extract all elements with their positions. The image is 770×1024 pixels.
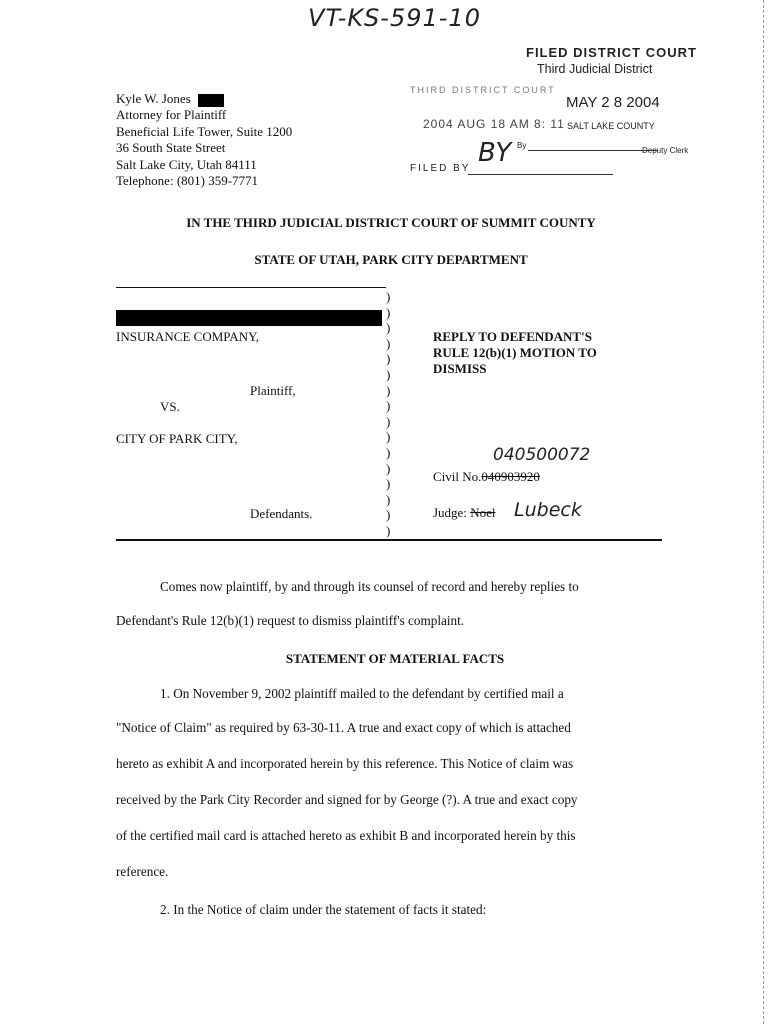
- filed-by-line: [468, 174, 613, 175]
- civil-number-handwritten: 040500072: [493, 445, 591, 465]
- section-title: STATEMENT OF MATERIAL FACTS: [285, 651, 505, 666]
- attorney-role: Attorney for Plaintiff: [116, 107, 227, 123]
- handwritten-case-number: VT-KS-591-10: [308, 4, 481, 32]
- redaction-bar: [198, 94, 224, 107]
- versus-label: VS.: [160, 399, 180, 414]
- attorney-address2: 36 South State Street: [116, 140, 226, 156]
- para1-line-5: of the certified mail card is attached hereto as exhibit B and incorporated herein by this: [116, 828, 576, 843]
- intro-line-2: Defendant's Rule 12(b)(1) request to dismiss plaintiff's complaint.: [116, 613, 465, 628]
- document-title-3: DISMISS: [433, 361, 487, 376]
- deputy-clerk-label: Deputy Clerk: [642, 146, 689, 155]
- third-district-stamp: THIRD DISTRICT COURT: [410, 85, 556, 95]
- attorney-city: Salt Lake City, Utah 84111: [116, 156, 257, 172]
- para1-line-4: received by the Park City Recorder and signed for by George (?). A true and exact copy: [116, 792, 578, 807]
- filed-county: SALT LAKE COUNTY: [567, 121, 655, 131]
- page-edge-artifact: [762, 0, 764, 1024]
- clerk-initials: BY: [478, 138, 512, 168]
- plaintiff-label: Plaintiff,: [250, 383, 296, 398]
- document-title-1: REPLY TO DEFENDANT'S: [433, 329, 592, 344]
- judge-row: [433, 505, 495, 521]
- court-heading-1: IN THE THIRD JUDICIAL DISTRICT COURT OF SUMMIT COUNTY: [186, 215, 596, 230]
- para1-line-6: reference.: [116, 864, 169, 879]
- filed-stamp-title: FILED DISTRICT COURT: [526, 45, 697, 60]
- attorney-block: [116, 91, 292, 189]
- defendant-name: CITY OF PARK CITY,: [116, 431, 238, 446]
- stamp-by-line: [528, 150, 658, 151]
- para1-line-3: hereto as exhibit A and incorporated herein by this reference. This Notice of claim was: [116, 756, 574, 771]
- para1-line-1: 1. On November 9, 2002 plaintiff mailed to the defendant by certified mail a: [160, 686, 564, 701]
- court-heading-2: STATE OF UTAH, PARK CITY DEPARTMENT: [254, 252, 528, 267]
- caption-parenthesis-column: ) ) ) ) ) ) ) ) ) ) ) ) ) ) ) ): [386, 289, 391, 538]
- intro-line-1: Comes now plaintiff, by and through its counsel of record and hereby replies to: [160, 579, 579, 594]
- judge-struck: Noel: [470, 505, 496, 520]
- caption-top-rule: [116, 287, 386, 288]
- civil-number-row: [433, 469, 540, 485]
- document-title-2: RULE 12(b)(1) MOTION TO: [433, 345, 597, 360]
- civil-label: Civil No.: [433, 469, 482, 484]
- filed-date: MAY 2 8 2004: [566, 94, 660, 111]
- filed-stamp-district: Third Judicial District: [537, 62, 653, 76]
- judge-label: Judge:: [433, 505, 467, 520]
- filed-by-label: FILED BY: [410, 163, 471, 174]
- judge-handwritten: Lubeck: [514, 499, 582, 521]
- defendant-label: Defendants.: [250, 506, 313, 521]
- redaction-bar-plaintiff: [116, 310, 382, 326]
- para1-line-2: "Notice of Claim" as required by 63-30-11. A true and exact copy of which is attached: [116, 720, 571, 735]
- plaintiff-name: INSURANCE COMPANY,: [116, 329, 260, 344]
- attorney-name: Kyle W. Jones: [116, 91, 191, 106]
- attorney-name-row: [116, 91, 292, 107]
- para2-line-1: 2. In the Notice of claim under the statement of facts it stated:: [160, 902, 487, 917]
- stamp-by-label: By: [517, 141, 527, 150]
- filed-timestamp: 2004 AUG 18 AM 8: 11: [423, 117, 565, 131]
- attorney-phone: Telephone: (801) 359-7771: [116, 173, 259, 189]
- civil-number-struck: 040903920: [481, 469, 540, 484]
- caption-bottom-rule: [116, 539, 662, 541]
- attorney-address1: Beneficial Life Tower, Suite 1200: [116, 123, 293, 139]
